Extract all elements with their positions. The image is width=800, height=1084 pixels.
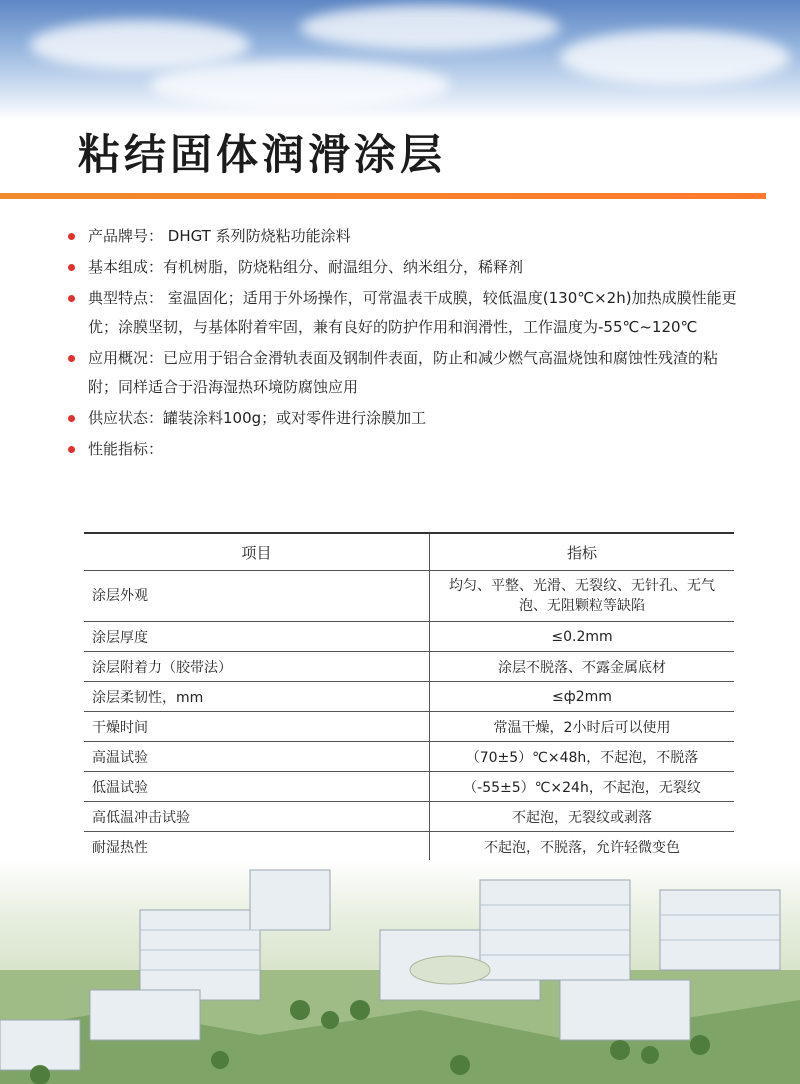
table-cell: 涂层外观 — [84, 571, 430, 622]
list-item: 基本组成：有机树脂，防烧粘组分、耐温组分、纳米组分，稀释剂 — [66, 253, 746, 282]
cloud — [300, 5, 560, 50]
table-cell: 涂层柔韧性，mm — [84, 682, 430, 712]
bullet-icon — [68, 264, 75, 271]
table-header-row — [84, 533, 734, 571]
bullet-icon — [68, 233, 75, 240]
table-row — [84, 742, 734, 772]
table-row — [84, 772, 734, 802]
spec-table — [84, 532, 734, 893]
bullet-icon — [68, 415, 75, 422]
bullet-icon — [68, 295, 75, 302]
title-underline — [0, 193, 766, 199]
table-cell: 低温试验 — [84, 772, 430, 802]
list-item: 典型特点： 室温固化；适用于外场操作，可常温表干成膜，较低温度(130℃×2h)加热成膜性能更优；涂膜坚韧，与基体附着牢固，兼有良好的防护作用和润滑性，工作温度为-55℃~120℃ — [66, 284, 746, 342]
campus-illustration — [0, 860, 800, 1084]
cloud — [150, 60, 450, 110]
table-row — [84, 652, 734, 682]
feature-list — [66, 222, 746, 466]
table-cell: 涂层厚度 — [84, 622, 430, 652]
table-cell: （-55±5）℃×24h，不起泡，无裂纹 — [430, 772, 735, 802]
table-header: 项目 — [84, 533, 430, 571]
campus-buildings-graphic — [0, 860, 800, 1084]
table-cell: 耐湿热性 — [84, 832, 430, 862]
bullet-icon — [68, 355, 75, 362]
table-row — [84, 712, 734, 742]
table-cell: 干燥时间 — [84, 712, 430, 742]
page-title: 粘结固体润滑涂层 — [78, 130, 447, 179]
table-cell: 不起泡，无裂纹或剥落 — [430, 802, 735, 832]
table-row — [84, 802, 734, 832]
table-cell: 均匀、平整、光滑、无裂纹、无针孔、无气泡、无阻颗粒等缺陷 — [430, 571, 735, 622]
table-cell: 高温试验 — [84, 742, 430, 772]
table-row — [84, 622, 734, 652]
cloud — [30, 20, 250, 70]
table-cell: 涂层不脱落、不露金属底材 — [430, 652, 735, 682]
table-cell: ≤ф2mm — [430, 682, 735, 712]
table-cell: 高低温冲击试验 — [84, 802, 430, 832]
table-header: 指标 — [430, 533, 735, 571]
table-row — [84, 571, 734, 622]
table-cell: 常温干燥，2小时后可以使用 — [430, 712, 735, 742]
table-row — [84, 682, 734, 712]
table-row — [84, 832, 734, 862]
bullet-icon — [68, 446, 75, 453]
cloud — [560, 30, 790, 85]
list-item: 产品牌号： DHGT 系列防烧粘功能涂料 — [66, 222, 746, 251]
table-cell: 涂层附着力（胶带法） — [84, 652, 430, 682]
list-item: 供应状态：罐装涂料100g；或对零件进行涂膜加工 — [66, 404, 746, 433]
table-cell: （70±5）℃×48h，不起泡，不脱落 — [430, 742, 735, 772]
table-cell: ≤0.2mm — [430, 622, 735, 652]
list-item: 性能指标： — [66, 435, 746, 464]
list-item: 应用概况：已应用于铝合金滑轨表面及钢制件表面，防止和减少燃气高温烧蚀和腐蚀性残渣的粘附；同样适合于沿海湿热环境防腐蚀应用 — [66, 344, 746, 402]
sky-banner — [0, 0, 800, 120]
table-cell: 不起泡，不脱落，允许轻微变色 — [430, 832, 735, 862]
